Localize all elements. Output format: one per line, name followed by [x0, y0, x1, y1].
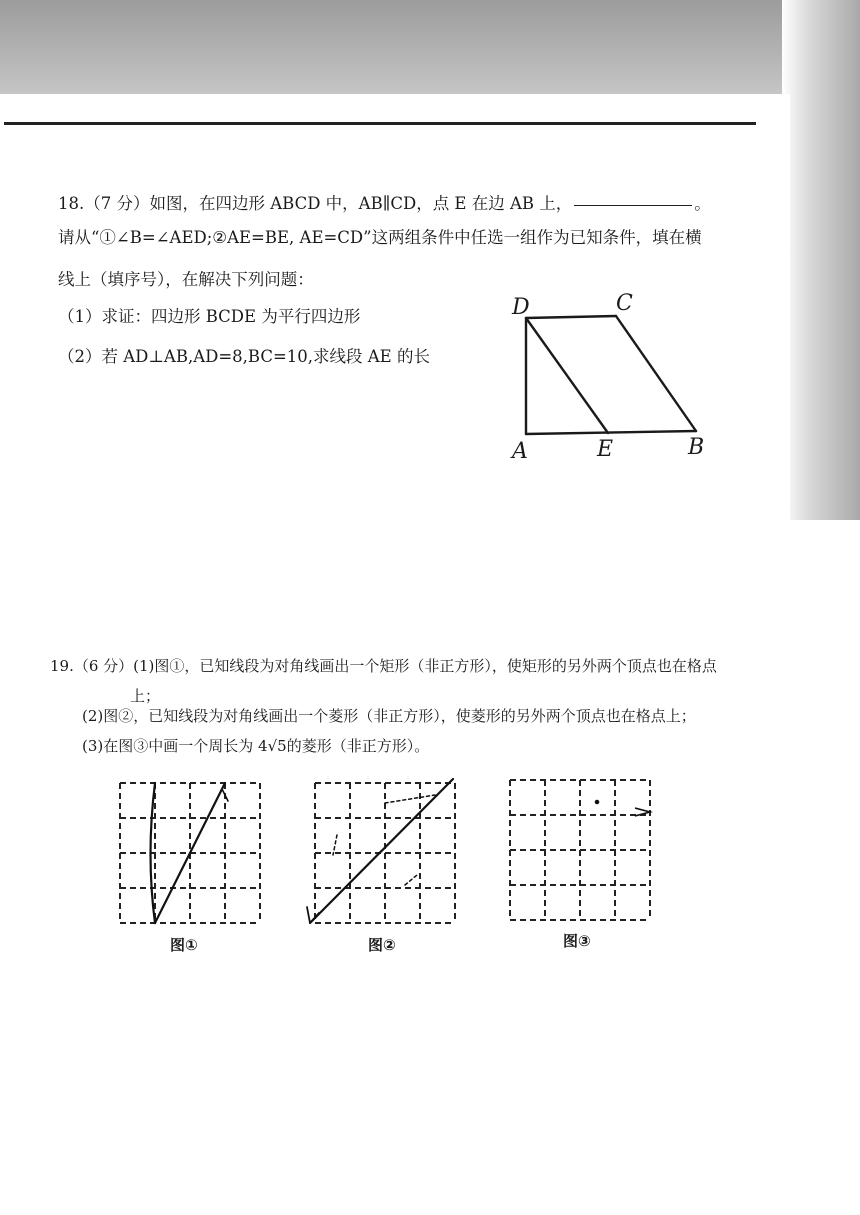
- q19-line2: (2)图②，已知线段为对角线画出一个菱形（非正方形），使菱形的另外两个顶点也在格点上；: [82, 707, 696, 725]
- q18-stem-end: 。: [694, 194, 711, 213]
- q19-line1: 19.（6 分）(1)图①，已知线段为对角线画出一个矩形（非正方形），使矩形的另外两个顶点也在格点: [50, 657, 717, 675]
- q18-line1: [58, 190, 711, 214]
- given-diagonal: [310, 779, 453, 923]
- answer-blank[interactable]: [574, 204, 692, 206]
- q18-line2: 请从“①∠B=∠AED;②AE=BE, AE=CD”这两组条件中任选一组作为已知条件，填在横: [58, 228, 702, 247]
- segment-DE: [526, 318, 608, 433]
- q19-line3-pre: (3)在图③中画一个周长为: [82, 737, 259, 755]
- segment-CB: [616, 316, 696, 431]
- math-expression: 4√5: [258, 737, 287, 755]
- q18-part2: （2）若 AD⊥AB,AD=8,BC=10,求线段 AE 的长: [58, 347, 430, 366]
- caption-fig3: 图③: [563, 932, 591, 950]
- segment-DC: [526, 316, 616, 318]
- caption-fig2: 图②: [368, 936, 396, 954]
- q18-part1: （1）求证：四边形 BCDE 为平行四边形: [58, 307, 361, 326]
- q19-line3: [82, 735, 429, 756]
- segment-AB: [526, 431, 696, 434]
- label-E: E: [597, 437, 614, 462]
- label-D: D: [512, 295, 530, 320]
- grid-figure-3: [500, 772, 660, 927]
- header-rule: [4, 122, 756, 125]
- grid-figure-1: [110, 775, 270, 930]
- sketch-mark: [222, 789, 228, 801]
- sketch-arrow: [635, 808, 650, 816]
- sketch-dot: [596, 801, 599, 804]
- q18-stem: 18.（7 分）如图，在四边形 ABCD 中，AB∥CD，点 E 在边 AB 上，: [58, 194, 573, 213]
- sketch-arrow: [307, 907, 319, 923]
- q18-line3: 线上（填序号），在解决下列问题：: [58, 270, 314, 289]
- q19-line1-cont: 上；: [130, 687, 161, 705]
- label-C: C: [616, 291, 633, 316]
- scanner-background: [0, 0, 860, 100]
- scanner-edge-shadow: [782, 0, 860, 520]
- label-A: A: [512, 439, 528, 464]
- quadrilateral-figure: [500, 288, 720, 468]
- caption-fig1: 图①: [170, 936, 198, 954]
- grid-figure-2: [305, 775, 465, 930]
- label-B: B: [688, 435, 705, 460]
- q19-line3-post: 的菱形（非正方形）。: [286, 737, 430, 755]
